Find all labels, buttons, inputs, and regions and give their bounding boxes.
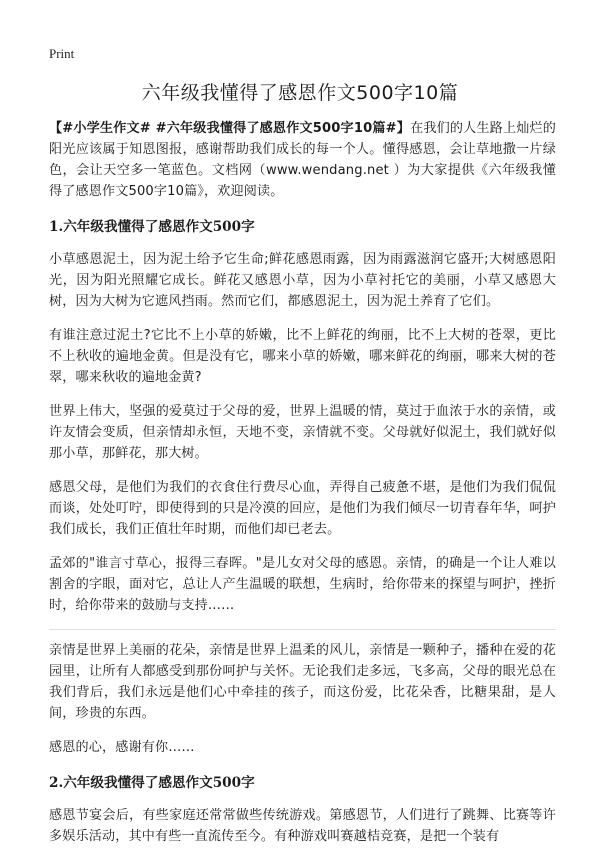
section-1-paragraph: 世界上伟大，坚强的爱莫过于父母的爱，世界上温暖的情，莫过于血浓于水的亲情，或许友情会变质，但亲情却永恒，天地不变，亲情就不变。父母就好似泥土，我们就好似那小草，那鲜花，那大树。 xyxy=(49,404,556,461)
page-divider xyxy=(49,629,556,630)
intro-text: 在我们的人生路上灿烂的阳光应该属于知恩图报，感谢帮助我们成长的每一个人。懂得感恩，会让草地撒一片绿色，会让天空多一笔蓝色。文档网（www.wendang.net ）为大家提供《六年级我懂得了感恩作文500字10篇》，欢迎阅读。 xyxy=(49,121,557,199)
print-link[interactable]: Print xyxy=(49,46,75,61)
section-1-paragraph: 亲情是世界上美丽的花朵，亲情是世界上温柔的风儿，亲情是一颗种子，播种在爱的花园里，让所有人都感受到那份呵护与关怀。无论我们走多远，飞多高，父母的眼光总在我们背后，我们永远是他们心中牵挂的孩子，而这份爱，比花朵香，比糖果甜，是人间，珍贵的东西。 xyxy=(49,643,556,721)
article-body xyxy=(49,118,556,860)
intro-tag: 【#小学生作文# #六年级我懂得了感恩作文500字10篇#】 xyxy=(49,121,411,136)
section-1-paragraph: 小草感恩泥土，因为泥土给予它生命;鲜花感恩雨露，因为雨露滋润它盛开;大树感恩阳光，因为阳光照耀它成长。鲜花又感恩小草，因为小草衬托它的美丽，小草又感恩大树，因为大树为它遮风挡雨。然而它们，都感恩泥土，因为泥土养育了它们。 xyxy=(49,252,556,309)
section-heading-2: 2.六年级我懂得了感恩作文500字 xyxy=(49,775,255,791)
page-title: 六年级我懂得了感恩作文500字10篇 xyxy=(141,82,459,104)
intro-paragraph xyxy=(49,118,556,202)
section-1-paragraph: 感恩父母，是他们为我们的衣食住行费尽心血，弄得自己疲惫不堪，是他们为我们侃侃而谈，处处叮咛，即使得到的只是冷漠的回应，是他们为我们倾尽一切青春年华，呵护我们成长，我们正值壮年时期，而他们却已老去。 xyxy=(49,480,556,537)
section-heading-1: 1.六年级我懂得了感恩作文500字 xyxy=(49,219,255,235)
section-1-paragraph: 有谁注意过泥土?它比不上小草的娇嫩，比不上鲜花的绚丽，比不上大树的苍翠，更比不上秋收的遍地金黄。但是没有它，哪来小草的娇嫩，哪来鲜花的绚丽，哪来大树的苍翠，哪来秋收的遍地金黄? xyxy=(49,328,556,385)
section-1-paragraph: 感恩的心，感谢有你…… xyxy=(49,740,195,755)
section-1-paragraph: 孟郊的"谁言寸草心，报得三春晖。"是儿女对父母的感恩。亲情，的确是一个让人难以割舍的字眼，面对它，总让人产生温暖的联想，生病时，给你带来的探望与呵护，挫折时，给你带来的鼓励与支持…… xyxy=(49,556,556,613)
section-2-paragraph: 感恩节宴会后，有些家庭还常常做些传统游戏。第感恩节，人们进行了跳舞、比赛等许多娱乐活动，其中有些一直流传至今。有种游戏叫赛越桔竞赛，是把一个装有 xyxy=(49,808,556,844)
